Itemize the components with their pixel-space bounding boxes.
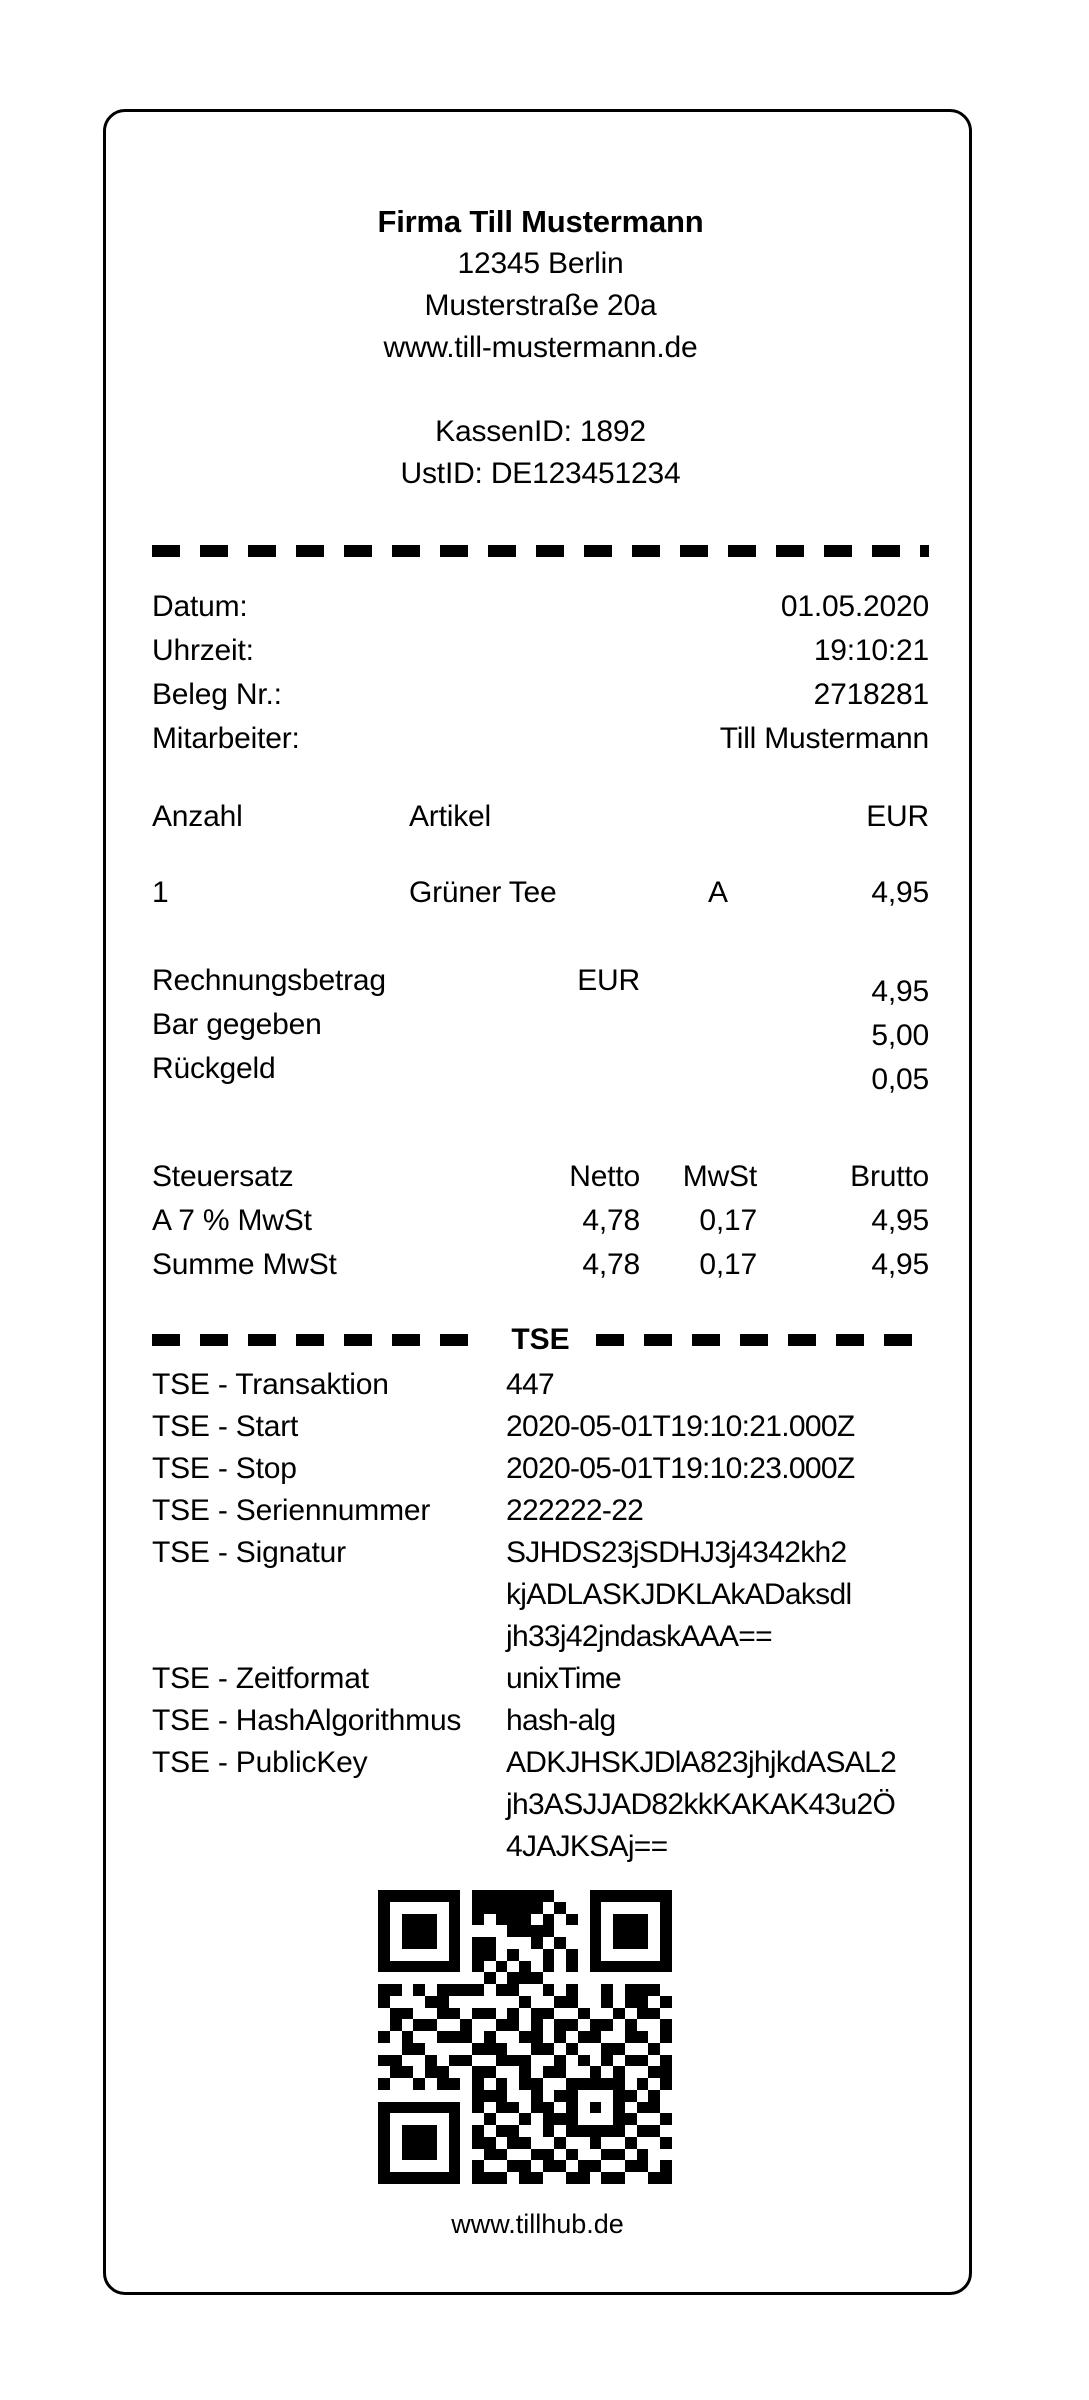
meta-row-beleg [152,678,929,714]
meta-label: Mitarbeiter: [152,722,300,755]
company-name: Firma Till Mustermann [377,204,704,239]
item-article: Grüner Tee [409,876,557,909]
tax-header-vat: MwSt [682,1160,757,1193]
items-header [152,800,929,836]
tse-value-publickey-2: jh3ASJJAD82kkKAKAK43u2Ö [506,1788,896,1821]
qr-code [378,1890,672,2184]
tse-label-publickey: TSE - PublicKey [152,1746,368,1779]
tax-gross: 4,95 [871,1248,929,1281]
tax-header-rate: Steuersatz [152,1160,294,1193]
item-row [152,876,929,912]
payment-amount: 4,95 [871,975,929,1008]
tax-rate: A 7 % MwSt [152,1204,312,1237]
address-line-street: Musterstraße 20a [424,289,657,322]
meta-row-uhrzeit [152,634,929,670]
tse-value-stop: 2020-05-01T19:10:23.000Z [506,1452,855,1485]
payment-amount: 5,00 [871,1019,929,1052]
tax-vat: 0,17 [699,1248,757,1281]
tax-header-gross: Brutto [850,1160,929,1193]
meta-label: Uhrzeit: [152,634,254,667]
meta-value: Till Mustermann [719,722,929,755]
tse-value-signatur-3: jh33j42jndaskAAA== [506,1620,772,1653]
tse-value-hashalgorithmus: hash-alg [506,1704,616,1737]
payment-row-cash [152,1008,929,1052]
meta-value: 2718281 [813,678,929,711]
item-amount: 4,95 [871,876,929,909]
tax-net: 4,78 [582,1204,640,1237]
tse-label-seriennummer: TSE - Seriennummer [152,1494,431,1527]
dash-segment-left [152,1334,485,1346]
tax-net: 4,78 [582,1248,640,1281]
meta-value: 19:10:21 [813,634,929,667]
tse-value-publickey-3: 4JAJKSAj== [506,1830,668,1863]
item-tax-class: A [708,876,728,909]
items-header-article: Artikel [409,800,491,833]
items-header-currency: EUR [866,800,929,833]
payment-label: Bar gegeben [152,1008,322,1041]
address-line-website: www.till-mustermann.de [383,331,698,364]
items-header-qty: Anzahl [152,800,243,833]
divider-dashed-tse [152,1322,929,1358]
dash-segment-right [596,1334,929,1346]
tse-label-transaktion: TSE - Transaktion [152,1368,389,1401]
payment-amount: 0,05 [871,1063,929,1096]
tse-value-publickey-1: ADKJHSKJDlA823jhjkdASAL2 [506,1746,897,1779]
tax-row-a7 [152,1204,929,1240]
tse-value-signatur-2: kjADLASKJDKLAkADaksdl [506,1578,852,1611]
meta-label: Beleg Nr.: [152,678,282,711]
kassen-id: KassenID: 1892 [435,415,646,448]
tax-row-sum [152,1248,929,1284]
tse-label-zeitformat: TSE - Zeitformat [152,1662,369,1695]
payment-label: Rechnungsbetrag [152,964,386,997]
divider-dashed-top [152,545,929,557]
payment-row-change [152,1052,929,1096]
footer-url: www.tillhub.de [451,2209,624,2239]
tse-value-seriennummer: 222222-22 [506,1494,644,1527]
tax-header-net: Netto [569,1160,640,1193]
tax-gross: 4,95 [871,1204,929,1237]
tse-label-hashalgorithmus: TSE - HashAlgorithmus [152,1704,462,1737]
payment-row-total [152,964,929,1008]
meta-row-datum [152,590,929,626]
tax-header [152,1160,929,1196]
meta-row-mitarbeiter [152,722,929,758]
item-qty: 1 [152,876,169,909]
tax-rate: Summe MwSt [152,1248,337,1281]
tse-value-signatur-1: SJHDS23jSDHJ3j4342kh2 [506,1536,847,1569]
address-line-city: 12345 Berlin [457,247,624,280]
payment-currency: EUR [577,964,640,997]
tse-divider-label: TSE [511,1323,570,1356]
meta-label: Datum: [152,590,248,623]
payment-label: Rückgeld [152,1052,276,1085]
tse-value-zeitformat: unixTime [506,1662,621,1695]
tse-value-transaktion: 447 [506,1368,554,1401]
receipt-card [103,109,972,2295]
tse-label-signatur: TSE - Signatur [152,1536,346,1569]
tse-value-start: 2020-05-01T19:10:21.000Z [506,1410,855,1443]
ust-id: UstID: DE123451234 [400,457,681,490]
tse-label-stop: TSE - Stop [152,1452,297,1485]
meta-value: 01.05.2020 [780,590,929,623]
tse-label-start: TSE - Start [152,1410,299,1443]
tax-vat: 0,17 [699,1204,757,1237]
